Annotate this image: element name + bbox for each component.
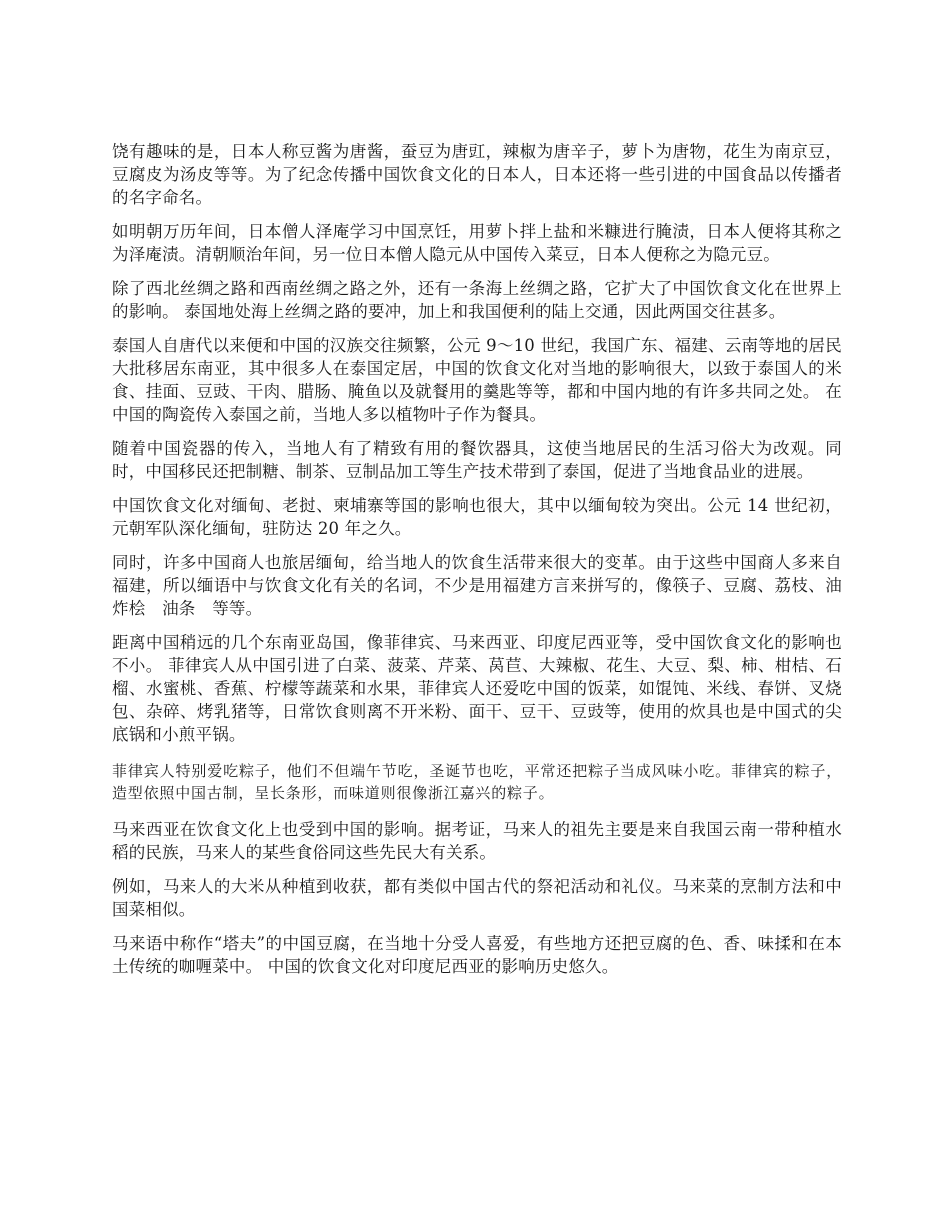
paragraph-malaysia-influence: 马来西亚在饮食文化上也受到中国的影响。据考证，马来人的祖先主要是来自我国云南一带种植水稻的民族，马来人的某些食俗同这些先民大有关系。 xyxy=(112,820,842,862)
paragraph-thailand-history: 泰国人自唐代以来便和中国的汉族交往频繁，公元 9～10 世纪，我国广东、福建、云南等地的居民大批移居东南亚，其中很多人在泰国定居，中国的饮食文化对当地的影响很大，以致于泰国人的米食、挂面、豆豉、干肉、腊肠、腌鱼以及就餐用的羹匙等等，都和中国内地的有许多共同之处。 在中国的陶瓷传入泰国之前，当地人多以植物叶子作为餐具。 xyxy=(112,336,842,424)
paragraph-myanmar-influence: 中国饮食文化对缅甸、老挝、柬埔寨等国的影响也很大，其中以缅甸较为突出。公元 14 世纪初，元朝军队深化缅甸，驻防达 20 年之久。 xyxy=(112,496,842,538)
paragraph-myanmar-merchants: 同时，许多中国商人也旅居缅甸，给当地人的饮食生活带来很大的变革。由于这些中国商人多来自福建，所以缅语中与饮食文化有关的名词，不少是用福建方言来拼写的，像筷子、豆腐、荔枝、油炸桧 油条 等等。 xyxy=(112,553,842,618)
paragraph-thailand-porcelain: 随着中国瓷器的传入，当地人有了精致有用的餐饮器具，这使当地居民的生活习俗大为改观。同时，中国移民还把制糖、制茶、豆制品加工等生产技术带到了泰国，促进了当地食品业的进展。 xyxy=(112,439,842,481)
paragraph-philippines-foods: 距离中国稍远的几个东南亚岛国，像菲律宾、马来西亚、印度尼西亚等，受中国饮食文化的影响也不小。 菲律宾人从中国引进了白菜、菠菜、芹菜、莴苣、大辣椒、花生、大豆、梨、柿、柑桔、石榴、水蜜桃、香蕉、柠檬等蔬菜和水果，菲律宾人还爱吃中国的饭菜，如馄饨、米线、春饼、叉烧包、杂碎、烤乳猪等，日常饮食则离不开米粉、面干、豆干、豆豉等，使用的炊具也是中国式的尖底锅和小煎平锅。 xyxy=(112,633,842,744)
paragraph-philippines-zongzi: 菲律宾人特别爱吃粽子，他们不但端午节吃，圣诞节也吃，平常还把粽子当成风味小吃。菲律宾的粽子，造型依照中国古制，呈长条形，而味道则很像浙江嘉兴的粽子。 xyxy=(112,762,842,802)
paragraph-malaysia-rice: 例如，马来人的大米从种植到收获，都有类似中国古代的祭祀活动和礼仪。马来菜的烹制方法和中国菜相似。 xyxy=(112,877,842,919)
paragraph-japan-names: 饶有趣味的是，日本人称豆酱为唐酱，蚕豆为唐豇，辣椒为唐辛子，萝卜为唐物，花生为南京豆，豆腐皮为汤皮等等。为了纪念传播中国饮食文化的日本人，日本还将一些引进的中国食品以传播者的名字命名。 xyxy=(112,142,842,207)
paragraph-maritime-silk-road: 除了西北丝绸之路和西南丝绸之路之外，还有一条海上丝绸之路，它扩大了中国饮食文化在世界上的影响。 泰国地处海上丝绸之路的要冲，加上和我国便利的陆上交通，因此两国交往甚多。 xyxy=(112,279,842,321)
document-body xyxy=(112,140,842,989)
paragraph-malaysia-tofu: 马来语中称作“塔夫”的中国豆腐，在当地十分受人喜爱，有些地方还把豆腐的色、香、味揉和在本土传统的咖喱菜中。 中国的饮食文化对印度尼西亚的影响历史悠久。 xyxy=(112,934,842,976)
paragraph-japan-monks: 如明朝万历年间，日本僧人泽庵学习中国烹饪，用萝卜拌上盐和米糠进行腌渍，日本人便将其称之为泽庵渍。清朝顺治年间，另一位日本僧人隐元从中国传入菜豆，日本人便称之为隐元豆。 xyxy=(112,222,842,264)
